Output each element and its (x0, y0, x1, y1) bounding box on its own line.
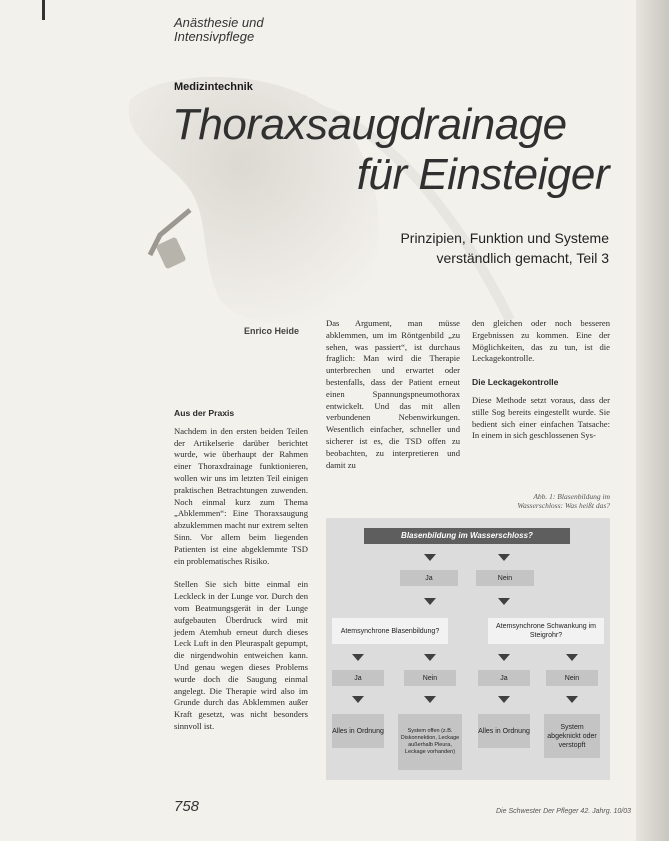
flowchart-result: System offen (z.B. Diskonnektion, Leckage außerhalb Pleura, Leckage vorhanden) (398, 714, 462, 770)
flowchart (326, 518, 610, 780)
arrow-down-icon (424, 654, 436, 661)
page-number: 758 (174, 798, 200, 815)
flowchart-node: Nein (546, 670, 598, 686)
flowchart-result: Alles in Ordnung (478, 714, 530, 748)
flowchart-node: Ja (478, 670, 530, 686)
arrow-down-icon (566, 654, 578, 661)
paragraph: Nachdem in den ersten beiden Teilen der Artikelserie darüber berichtet wurde, wie überhaupt der Rahmen einer Thoraxdrainage funktionieren, wollen wir uns im letzten Teil einigen praktischen Betrachtungen zuwenden. Noch einmal kurz zum Thema „Abklemmen“: Eine Thoraxsaugung abzuklemmen macht nur extrem selten Sinn. Vor allem beim liegenden Patienten ist eine abgeklemmte TSD ein problematisches Risiko. (174, 425, 308, 566)
text-column-1 (174, 408, 308, 745)
arrow-down-icon (498, 654, 510, 661)
arrow-down-icon (498, 554, 510, 561)
paragraph: Das Argument, man müsse abklemmen, um im Röntgenbild „zu sehen, was passiert“, ist durchaus fraglich: Man wird die Therapie unterbrechen und erwartet oder bestenfalls, dass der Patient erneut einen Spannungspneumothorax entwickelt. Und das mit allen verbundenen Nebenwirkungen. Wesentlich einfacher, schneller und sicherer ist es, die TSD offen zu beobachten, zu interpretieren und damit zu (326, 318, 460, 470)
flowchart-result: System abgeknickt oder verstopft (544, 714, 600, 758)
section-heading: Aus der Praxis (174, 408, 235, 418)
binding-line (42, 0, 45, 20)
flowchart-title: Blasenbildung im Wasserschloss? (364, 528, 570, 544)
flowchart-result: Alles in Ordnung (332, 714, 384, 748)
article-subtitle: Prinzipien, Funktion und Systeme verständlich gemacht, Teil 3 (400, 230, 609, 266)
flowchart-question: Atemsynchrone Schwankung im Steigrohr? (488, 618, 604, 644)
author-name: Enrico Heide (244, 326, 300, 336)
arrow-down-icon (424, 554, 436, 561)
paragraph: Diese Methode setzt voraus, dass der stille Sog bereits eingestellt wurde. Sie bedient sich einer einfachen Tatsache: In einem in sich geschlossenen Sys- (472, 394, 610, 441)
flowchart-node: Nein (476, 570, 534, 586)
paragraph: Stellen Sie sich bitte einmal ein Leckleck in der Lunge vor. Durch den vom Beatmungsgerät in der Lunge aufgebauten Überdruck wird mit jedem Atemhub erneut durch dieses Leck Luft in den Pleuraspalt gepumpt, die nirgendwohin entweichen kann. Und genau wegen dieses Problems wurde doch die Saugung einmal angelegt. Die Therapie wird also im Grunde durch das Abklemmen außer Kraft gesetzt, was nicht besonders sinnvoll ist. (174, 579, 308, 731)
arrow-down-icon (424, 598, 436, 605)
flowchart-node: Ja (332, 670, 384, 686)
arrow-down-icon (424, 696, 436, 703)
footer-source: Die Schwester Der Pfleger 42. Jahrg. 10/03 (496, 808, 632, 815)
rubric-label: Medizintechnik (174, 81, 253, 93)
arrow-down-icon (352, 696, 364, 703)
arrow-down-icon (352, 654, 364, 661)
arrow-down-icon (498, 696, 510, 703)
flowchart-question: Atemsynchrone Blasenbildung? (332, 618, 448, 644)
page-edge-shadow (636, 0, 669, 841)
article-title-line1: Thoraxsaugdrainage (172, 100, 567, 149)
arrow-down-icon (566, 696, 578, 703)
text-column-2 (326, 318, 460, 483)
section-heading: Die Leckagekontrolle (472, 377, 559, 388)
paragraph: den gleichen oder noch besseren Ergebnissen zu kommen. Eine der Möglichkeiten, das zu tun, ist die Leckagekontrolle. (472, 318, 610, 364)
text-column-3 (472, 318, 610, 454)
figure-caption: Abb. 1: Blasenbildung im Wasserschloss: Was heißt das? (517, 492, 610, 510)
arrow-down-icon (498, 598, 510, 605)
section-label: Anästhesie und Intensivpflege (174, 15, 264, 44)
flowchart-node: Ja (400, 570, 458, 586)
article-title-line2: für Einsteiger (356, 150, 609, 199)
flowchart-node: Nein (404, 670, 456, 686)
